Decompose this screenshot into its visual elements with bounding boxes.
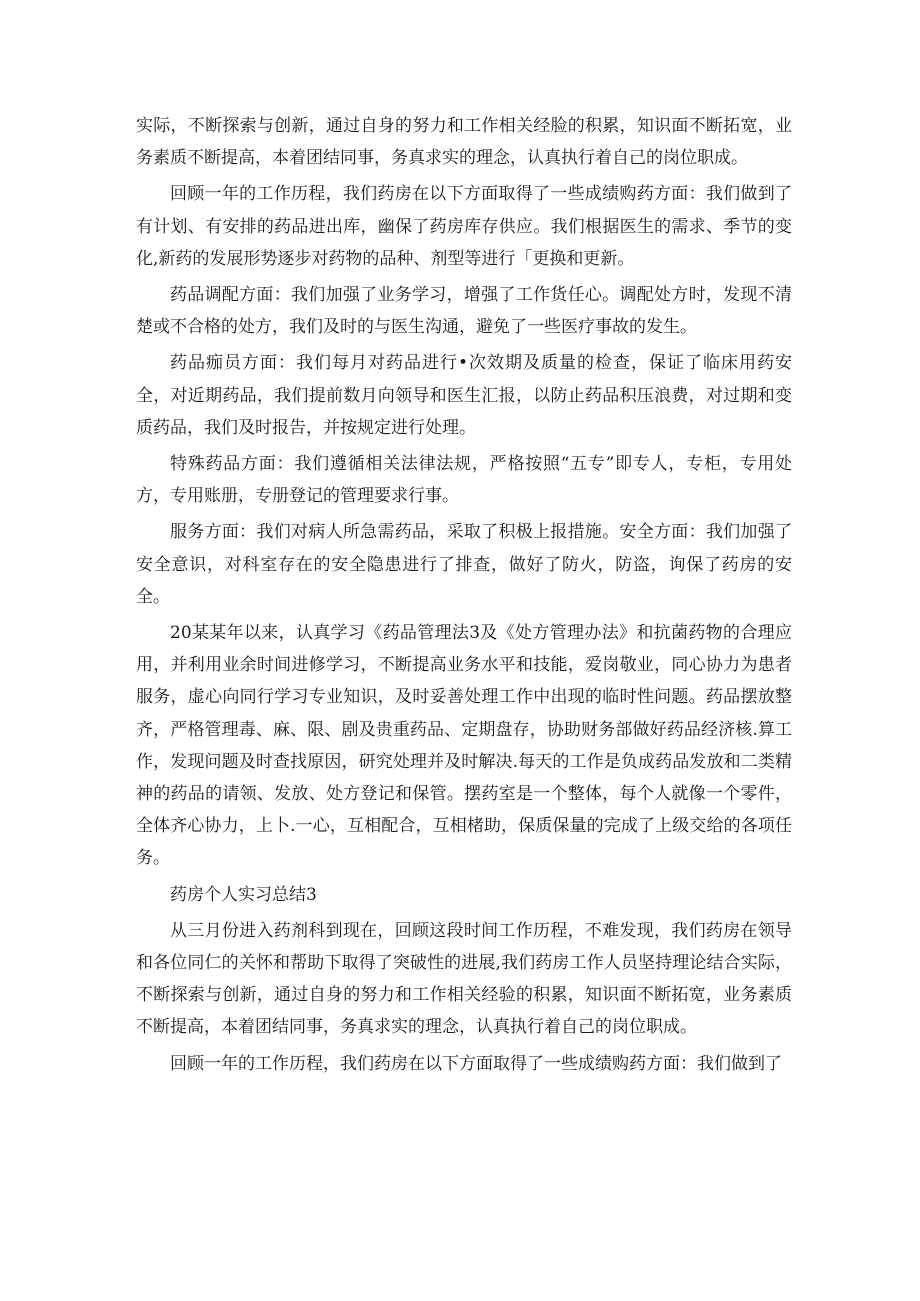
paragraph-special-drugs: 特殊药品方面：我们遵循相关法律法规，严格按照“五专”即专人，专柜，专用处方，专用账册，专册登记的管理要求行事。 xyxy=(136,454,792,507)
paragraph-review-repeat: 回顾一年的工作历程，我们药房在以下方面取得了一些成绩购药方面：我们做到了 xyxy=(170,1053,782,1074)
paragraph-drug-inspection: 药品痂员方面：我们每月对药品进行•次效期及质量的检查，保证了临床用药安全，对近期药品，我们提前数月向领导和医生汇报，以防止药品积压浪费，对过期和变质药品，我们及时报告，并按规定进行处理。 xyxy=(136,353,792,438)
paragraph-service-safety: 服务方面：我们对病人所急需药品，采取了积极上报措施。安全方面：我们加强了安全意识，对科室存在的安全隐患进行了排查，做好了防火，防盗，询保了药房的安全。 xyxy=(136,522,792,607)
paragraph-march-intro: 从三月份进入药剂科到现在，回顾这段时间工作历程，不难发现，我们药房在领导和各位同仁的关怀和帮助下取得了突破性的进展,我们药房工作人员坚持理论结合实际，不断探索与创新，通过自身的努力和工作相关经验的积累，知识面不断拓宽，业务素质不断提高，本着团结同事，务真求实的理念，认真执行着自己的岗位职成。 xyxy=(136,920,792,1038)
paragraph-continuation: 实际，不断探索与创新，通过自身的努力和工作相关经脸的积累，知识面不断拓宽，业务素质不断提高，本着团结同事，务真求实的理念，认真执行着自己的岗位职成。 xyxy=(136,116,792,169)
paragraph-review-purchasing: 回顾一年的工作历程，我们药房在以下方面取得了一些成绩购药方面：我们做到了有计划、有安排的药品进出库，幽保了药房库存供应。我们根据医生的需求、季节的变化,新药的发展形势逐步对药物的品种、剂型等进行「更换和更新。 xyxy=(136,184,792,269)
paragraph-year-summary: 20某某年以来，认真学习《药品管理法3及《处方管理办法》和抗菌药物的合理应用，并利用业余时间进修学习，不断提高业务水平和技能，爱岗敬业，同心协力为患者服务，虚心向同行学习专业知识，及时妥善处理工作中出现的临时性问题。药品摆放整齐，严格管理毒、麻、限、剧及贵重药品、定期盘存，协助财务部做好药品经济核.算工作，发现问题及时查找原因，研究处理并及时解决.每天的工作是负成药品发放和二类精神的药品的请领、发放、处方登记和保管。摆药室是一个整体，每个人就像一个零件，全体齐心协力，上卜.一心，互相配合，互相楮助，保质保量的完成了上级交给的各项任务。 xyxy=(136,623,792,869)
paragraph-dispensing: 药品调配方面：我们加强了业务学习，增强了工作货任心。调配处方时，发现不清楚或不合格的处方，我们及时的与医生沟通，避免了一些医疗事故的发生。 xyxy=(136,285,792,338)
section-heading: 药房个人实习总结3 xyxy=(170,884,317,905)
document-body xyxy=(136,110,792,1084)
